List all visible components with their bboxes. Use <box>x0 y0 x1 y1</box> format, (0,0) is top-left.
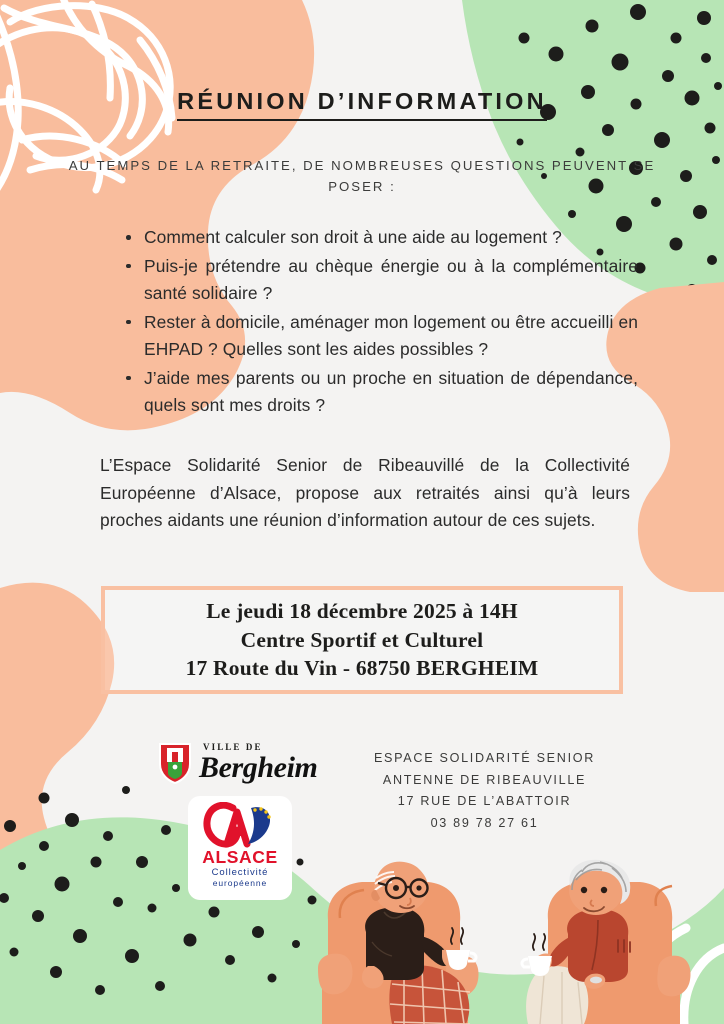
subtitle: AU TEMPS DE LA RETRAITE, DE NOMBREUSES QUESTIONS PEUVENT SE POSER : <box>68 158 656 195</box>
page-title-text: RÉUNION D’INFORMATION <box>177 88 547 121</box>
illustration-seniors-in-armchairs <box>300 858 724 1024</box>
bergheim-eyebrow: VILLE DE <box>203 742 263 752</box>
description-paragraph: L’Espace Solidarité Senior de Ribeauvillé de la Collectivité Européenne d’Alsace, propose aux retraités ainsi qu’à leurs proches aidants une réunion d’information autour de ces sujets. <box>100 455 630 530</box>
alsace-subtitle-1: Collectivité <box>211 866 269 878</box>
contact-line-1: ESPACE SOLIDARITÉ SENIOR <box>373 751 596 765</box>
bergheim-coat-of-arms-icon <box>158 742 192 784</box>
event-date: Le jeudi 18 décembre 2025 à 14H <box>206 598 518 623</box>
contact-line-3: 17 RUE DE L’ABATTOIR <box>397 794 572 809</box>
event-details-box <box>101 586 623 694</box>
event-venue: Centre Sportif et Culturel <box>240 627 484 652</box>
contact-block <box>352 748 617 835</box>
contact-phone: 03 89 78 27 61 <box>430 815 539 830</box>
page-title <box>0 88 724 121</box>
list-item: Comment calculer son droit à une aide au logement ? <box>126 224 638 252</box>
logo-ville-de-bergheim <box>158 739 328 787</box>
list-item: Puis-je prétendre au chèque énergie ou à la complémentaire santé solidaire ? <box>126 253 638 308</box>
alsace-subtitle-2: européenne <box>212 878 268 889</box>
alsace-wordmark: ALSACE <box>202 847 278 867</box>
logo-collectivite-europeenne-alsace <box>188 796 292 900</box>
senior-woman-figure <box>522 860 691 1024</box>
alsace-monogram-icon <box>203 802 277 848</box>
contact-line-2: ANTENNE DE RIBEAUVILLE <box>382 772 587 787</box>
list-item: J’aide mes parents ou un proche en situation de dépendance, quels sont mes droits ? <box>126 365 638 420</box>
questions-list <box>126 224 638 421</box>
bergheim-wordmark: Bergheim <box>199 751 318 784</box>
list-item: Rester à domicile, aménager mon logement ou être accueilli en EHPAD ? Quelles sont les aides possibles ? <box>126 309 638 364</box>
senior-man-figure <box>318 862 479 1024</box>
event-address: 17 Route du Vin - 68750 BERGHEIM <box>185 656 539 681</box>
